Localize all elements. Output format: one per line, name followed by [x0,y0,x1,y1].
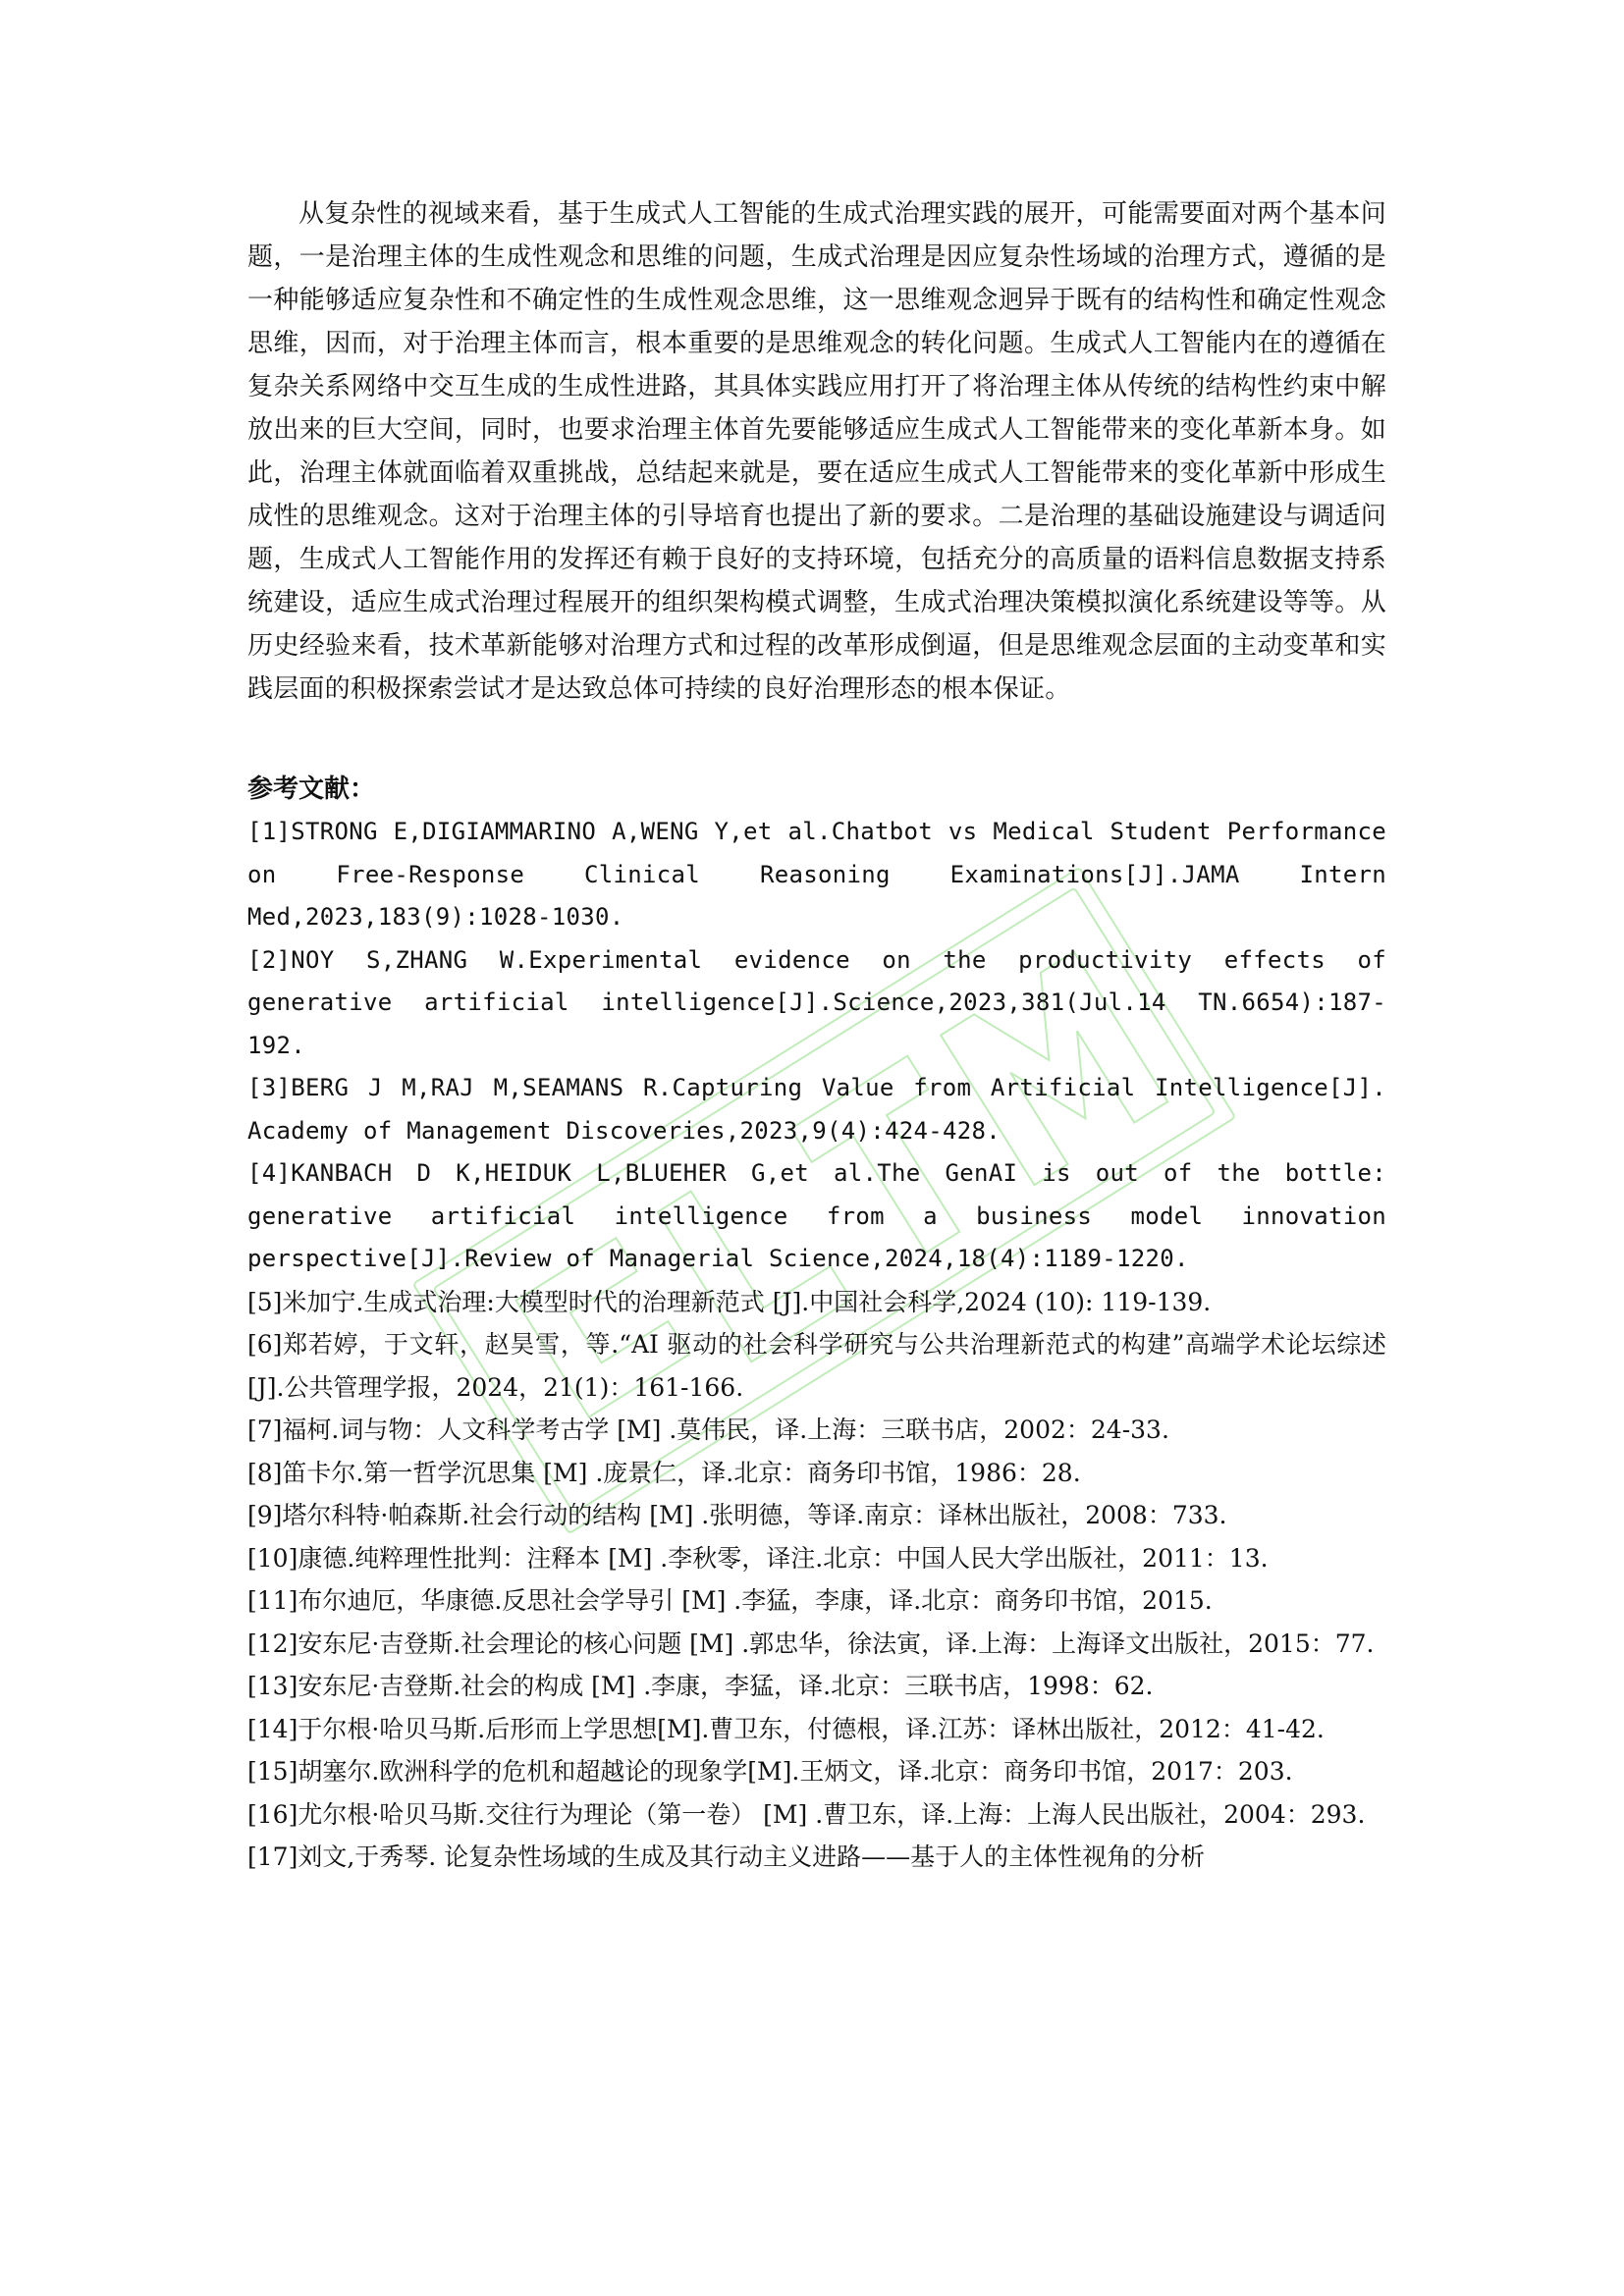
references-heading: 参考文献： [247,774,376,804]
reference-item: [14]于尔根·哈贝马斯.后形而上学思想[M].曹卫东，付德根，译.江苏：译林出版社，2012：41-42. [247,1714,1325,1743]
body-paragraph: 从复杂性的视域来看，基于生成式人工智能的生成式治理实践的展开，可能需要面对两个基本问题，一是治理主体的生成性观念和思维的问题，生成式治理是因应复杂性场域的治理方式，遵循的是一种能够适应复杂性和不确定性的生成性观念思维，这一思维观念迥异于既有的结构性和确定性观念思维，因而，对于治理主体而言，根本重要的是思维观念的转化问题。生成式人工智能内在的遵循在复杂关系网络中交互生成的生成性进路，其具体实践应用打开了将治理主体从传统的结构性约束中解放出来的巨大空间，同时，也要求治理主体首先要能够适应生成式人工智能带来的变化革新本身。如此，治理主体就面临着双重挑战，总结起来就是，要在适应生成式人工智能带来的变化革新中形成生成性的思维观念。这对于治理主体的引导培育也提出了新的要求。二是治理的基础设施建设与调适问题，生成式人工智能作用的发挥还有赖于良好的支持环境，包括充分的高质量的语料信息数据支持系统建设，适应生成式治理过程展开的组织架构模式调整，生成式治理决策模拟演化系统建设等等。从历史经验来看，技术革新能够对治理方式和过程的改革形成倒逼，但是思维观念层面的主动变革和实践层面的积极探索尝试才是达致总体可持续的良好治理形态的根本保证。 [247,199,1386,704]
reference-item: [9]塔尔科特·帕森斯.社会行动的结构 [M] .张明德，等译.南京：译林出版社，2008：733. [247,1501,1227,1529]
reference-item: [8]笛卡尔.第一哲学沉思集 [M] .庞景仁，译.北京：商务印书馆，1986：28. [247,1458,1081,1487]
reference-item: [17]刘文,于秀琴. 论复杂性场域的生成及其行动主义进路——基于人的主体性视角的分析 [247,1842,1206,1871]
reference-item: [13]安东尼·吉登斯.社会的构成 [M] .李康，李猛，译.北京：三联书店，1998：62. [247,1672,1154,1700]
reference-item: [6]郑若婷，于文轩，赵昊雪，等.“AI 驱动的社会科学研究与公共治理新范式的构建”高端学术论坛综述[J].公共管理学报，2024，21(1)：161-166. [247,1330,1386,1402]
references-list [247,811,1386,1879]
reference-item: [2]NOY S,ZHANG W.Experimental evidence on the productivity effects of generative artificial intelligence[J].Science,2023,381(Jul.14 TN.6654):187-192. [247,945,1386,1059]
reference-item: [10]康德.纯粹理性批判：注释本 [M] .李秋零，译注.北京：中国人民大学出版社，2011：13. [247,1543,1269,1573]
reference-item: [15]胡塞尔.欧洲科学的危机和超越论的现象学[M].王炳文，译.北京：商务印书馆，2017：203. [247,1757,1293,1786]
document-page [247,192,1386,1879]
reference-item: [4]KANBACH D K,HEIDUK L,BLUEHER G,et al.The GenAI is out of the bottle: generative artificial intelligence from a business model innovation perspective[J].Review of Managerial Science,2024,18(4):1189-1220. [247,1159,1386,1272]
reference-item: [7]福柯.词与物：人文科学考古学 [M] .莫伟民，译.上海：三联书店，2002：24-33. [247,1415,1169,1444]
reference-item: [1]STRONG E,DIGIAMMARINO A,WENG Y,et al.Chatbot vs Medical Student Performance on Free-Response Clinical Reasoning Examinations[J].JAMA Intern Med,2023,183(9):1028-1030. [247,818,1386,931]
reference-item: [11]布尔迪厄，华康德.反思社会学导引 [M] .李猛，李康，译.北京：商务印书馆，2015. [247,1586,1213,1615]
reference-item: [12]安东尼·吉登斯.社会理论的核心问题 [M] .郭忠华，徐法寅，译.上海：上海译文出版社，2015：77. [247,1629,1375,1658]
reference-item: [16]尤尔根·哈贝马斯.交往行为理论（第一卷） [M] .曹卫东，译.上海：上海人民出版社，2004：293. [247,1799,1366,1829]
reference-item: [5]米加宁.生成式治理:大模型时代的治理新范式 [J].中国社会科学,2024 (10): 119-139. [247,1287,1212,1316]
reference-item: [3]BERG J M,RAJ M,SEAMANS R.Capturing Value from Artificial Intelligence[J]. Academy of Management Discoveries,2023,9(4):424-428. [247,1074,1386,1145]
